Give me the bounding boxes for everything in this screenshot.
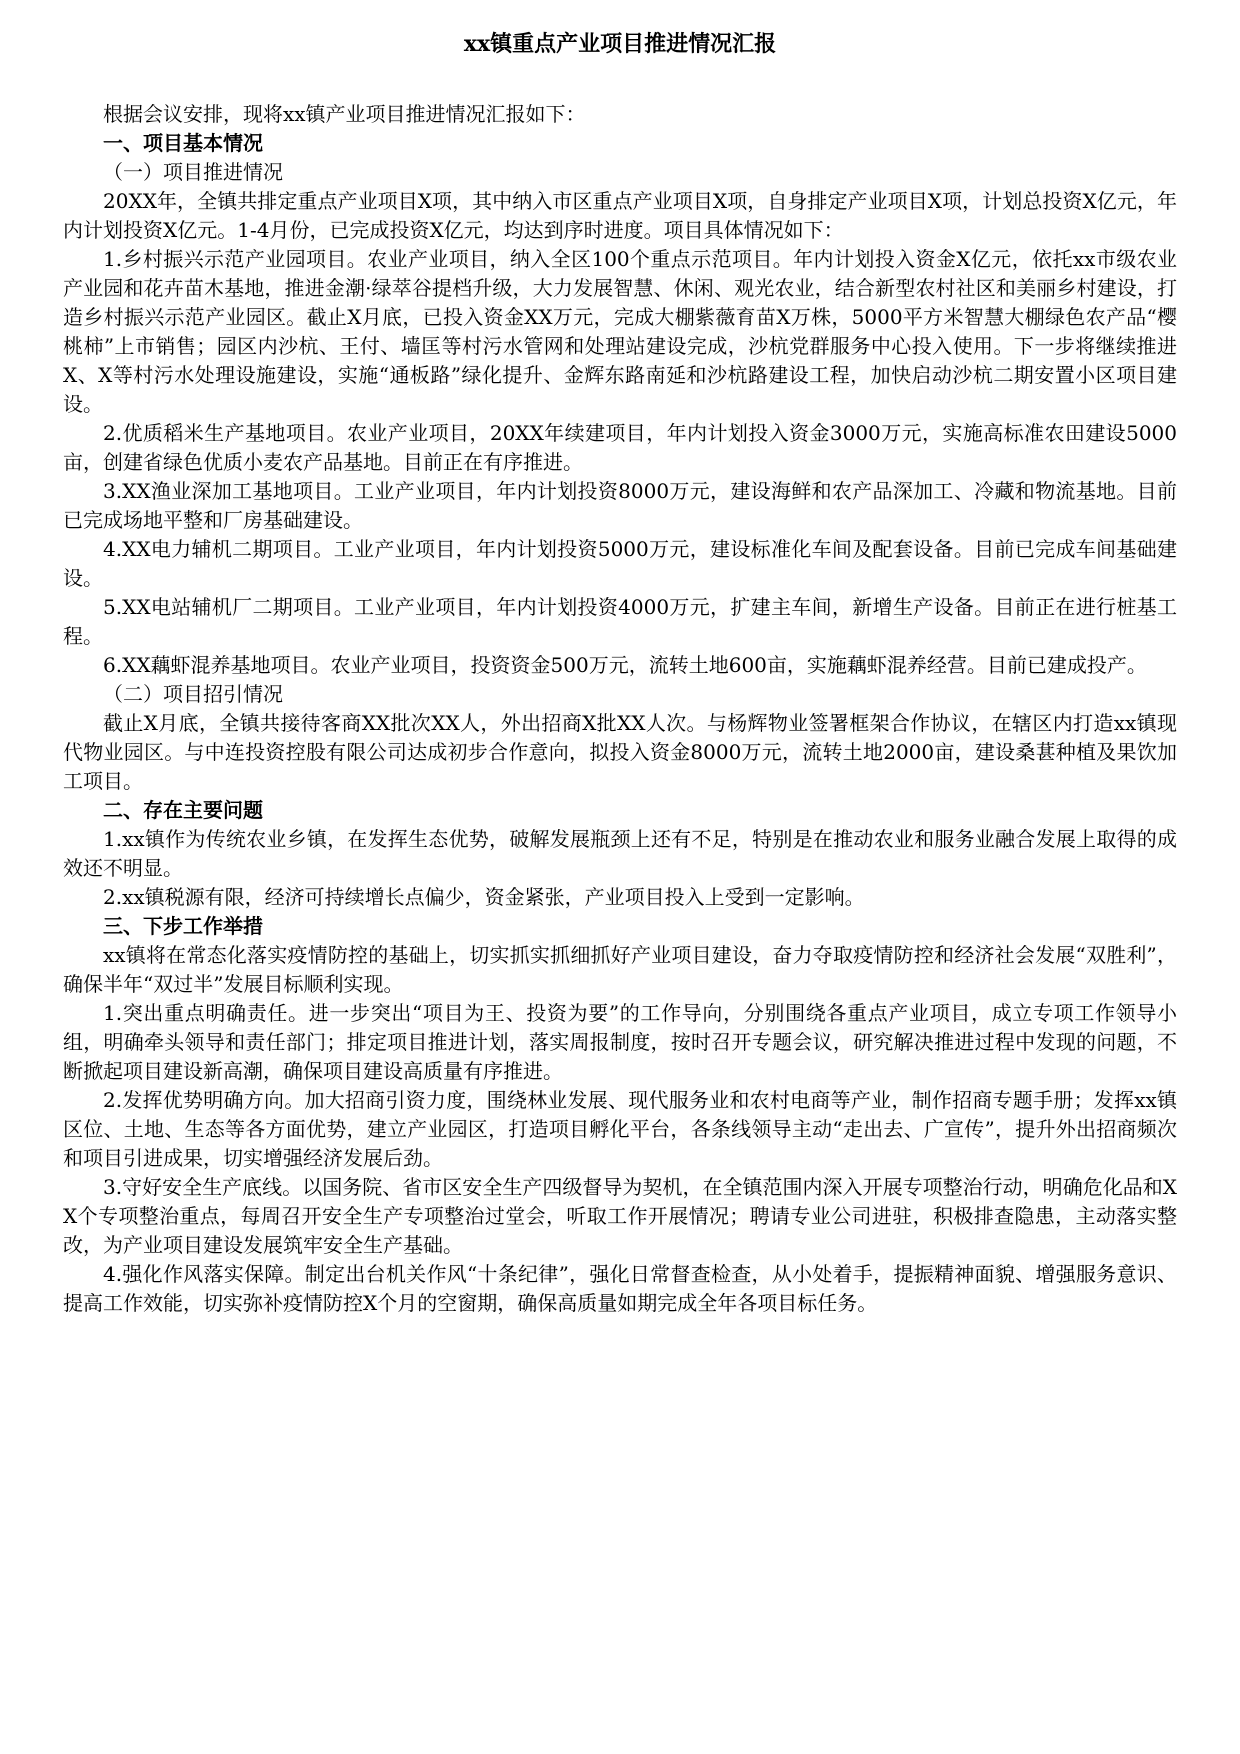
paragraph: 2.发挥优势明确方向。加大招商引资力度，围绕林业发展、现代服务业和农村电商等产业，制作招商专题手册；发挥xx镇区位、土地、生态等各方面优势，建立产业园区，打造项目孵化平台，各条线领导主动“走出去、广宣传”，提升外出招商频次和项目引进成果，切实增强经济发展后劲。: [63, 1088, 1177, 1170]
section-heading: 一、项目基本情况: [103, 131, 263, 155]
paragraph: 1.突出重点明确责任。进一步突出“项目为王、投资为要”的工作导向，分别围绕各重点产业项目，成立专项工作领导小组，明确牵头领导和责任部门；排定项目推进计划，落实周报制度，按时召开专题会议，研究解决推进过程中发现的问题，不断掀起项目建设新高潮，确保项目建设高质量有序推进。: [63, 1001, 1177, 1083]
paragraph: 2.优质稻米生产基地项目。农业产业项目，20XX年续建项目，年内计划投入资金3000万元，实施高标准农田建设5000亩，创建省绿色优质小麦农产品基地。目前正在有序推进。: [63, 421, 1177, 474]
paragraph: 6.XX藕虾混养基地项目。农业产业项目，投资资金500万元，流转土地600亩，实施藕虾混养经营。目前已建成投产。: [103, 653, 1147, 677]
paragraph: 1.xx镇作为传统农业乡镇，在发挥生态优势，破解发展瓶颈上还有不足，特别是在推动农业和服务业融合发展上取得的成效还不明显。: [63, 827, 1177, 880]
paragraph: xx镇将在常态化落实疫情防控的基础上，切实抓实抓细抓好产业项目建设，奋力夺取疫情防控和经济社会发展“双胜利”，确保半年“双过半”发展目标顺利实现。: [63, 943, 1177, 996]
section-heading: 二、存在主要问题: [103, 798, 263, 822]
document-body: [63, 100, 1177, 1318]
paragraph: 1.乡村振兴示范产业园项目。农业产业项目，纳入全区100个重点示范项目。年内计划投入资金X亿元，依托xx市级农业产业园和花卉苗木基地，推进金潮·绿萃谷提档升级，大力发展智慧、休闲、观光农业，结合新型农村社区和美丽乡村建设，打造乡村振兴示范产业园区。截止X月底，已投入资金XX万元，完成大棚紫薇育苗X万株，5000平方米智慧大棚绿色农产品“樱桃柿”上市销售；园区内沙杭、王付、墙匡等村污水管网和处理站建设完成，沙杭党群服务中心投入使用。下一步将继续推进X、X等村污水处理设施建设，实施“通板路”绿化提升、金辉东路南延和沙杭路建设工程，加快启动沙杭二期安置小区项目建设。: [63, 247, 1177, 416]
paragraph: 截止X月底，全镇共接待客商XX批次XX人，外出招商X批XX人次。与杨辉物业签署框架合作协议，在辖区内打造xx镇现代物业园区。与中连投资控股有限公司达成初步合作意向，拟投入资金8000万元，流转土地2000亩，建设桑葚种植及果饮加工项目。: [63, 711, 1177, 793]
paragraph: 20XX年，全镇共排定重点产业项目X项，其中纳入市区重点产业项目X项，自身排定产业项目X项，计划总投资X亿元，年内计划投资X亿元。1-4月份，已完成投资X亿元，均达到序时进度。项目具体情况如下：: [63, 189, 1177, 242]
paragraph: （二）项目招引情况: [103, 682, 283, 706]
paragraph: 3.XX渔业深加工基地项目。工业产业项目，年内计划投资8000万元，建设海鲜和农产品深加工、冷藏和物流基地。目前已完成场地平整和厂房基础建设。: [63, 479, 1177, 532]
paragraph: 3.守好安全生产底线。以国务院、省市区安全生产四级督导为契机，在全镇范围内深入开展专项整治行动，明确危化品和XX个专项整治重点，每周召开安全生产专项整治过堂会，听取工作开展情况；聘请专业公司进驻，积极排查隐患，主动落实整改，为产业项目建设发展筑牢安全生产基础。: [63, 1175, 1177, 1257]
paragraph: （一）项目推进情况: [103, 160, 283, 184]
paragraph: 根据会议安排，现将xx镇产业项目推进情况汇报如下：: [103, 102, 586, 126]
document-title: xx镇重点产业项目推进情况汇报: [463, 31, 777, 57]
paragraph: 5.XX电站辅机厂二期项目。工业产业项目，年内计划投资4000万元，扩建主车间，新增生产设备。目前正在进行桩基工程。: [63, 595, 1177, 648]
paragraph: 4.XX电力辅机二期项目。工业产业项目，年内计划投资5000万元，建设标准化车间及配套设备。目前已完成车间基础建设。: [63, 537, 1177, 590]
paragraph: 2.xx镇税源有限，经济可持续增长点偏少，资金紧张，产业项目投入上受到一定影响。: [103, 885, 865, 909]
paragraph: 4.强化作风落实保障。制定出台机关作风“十条纪律”，强化日常督查检查，从小处着手，提振精神面貌、增强服务意识、提高工作效能，切实弥补疫情防控X个月的空窗期，确保高质量如期完成全年各项目标任务。: [63, 1262, 1177, 1315]
section-heading: 三、下步工作举措: [103, 914, 263, 938]
